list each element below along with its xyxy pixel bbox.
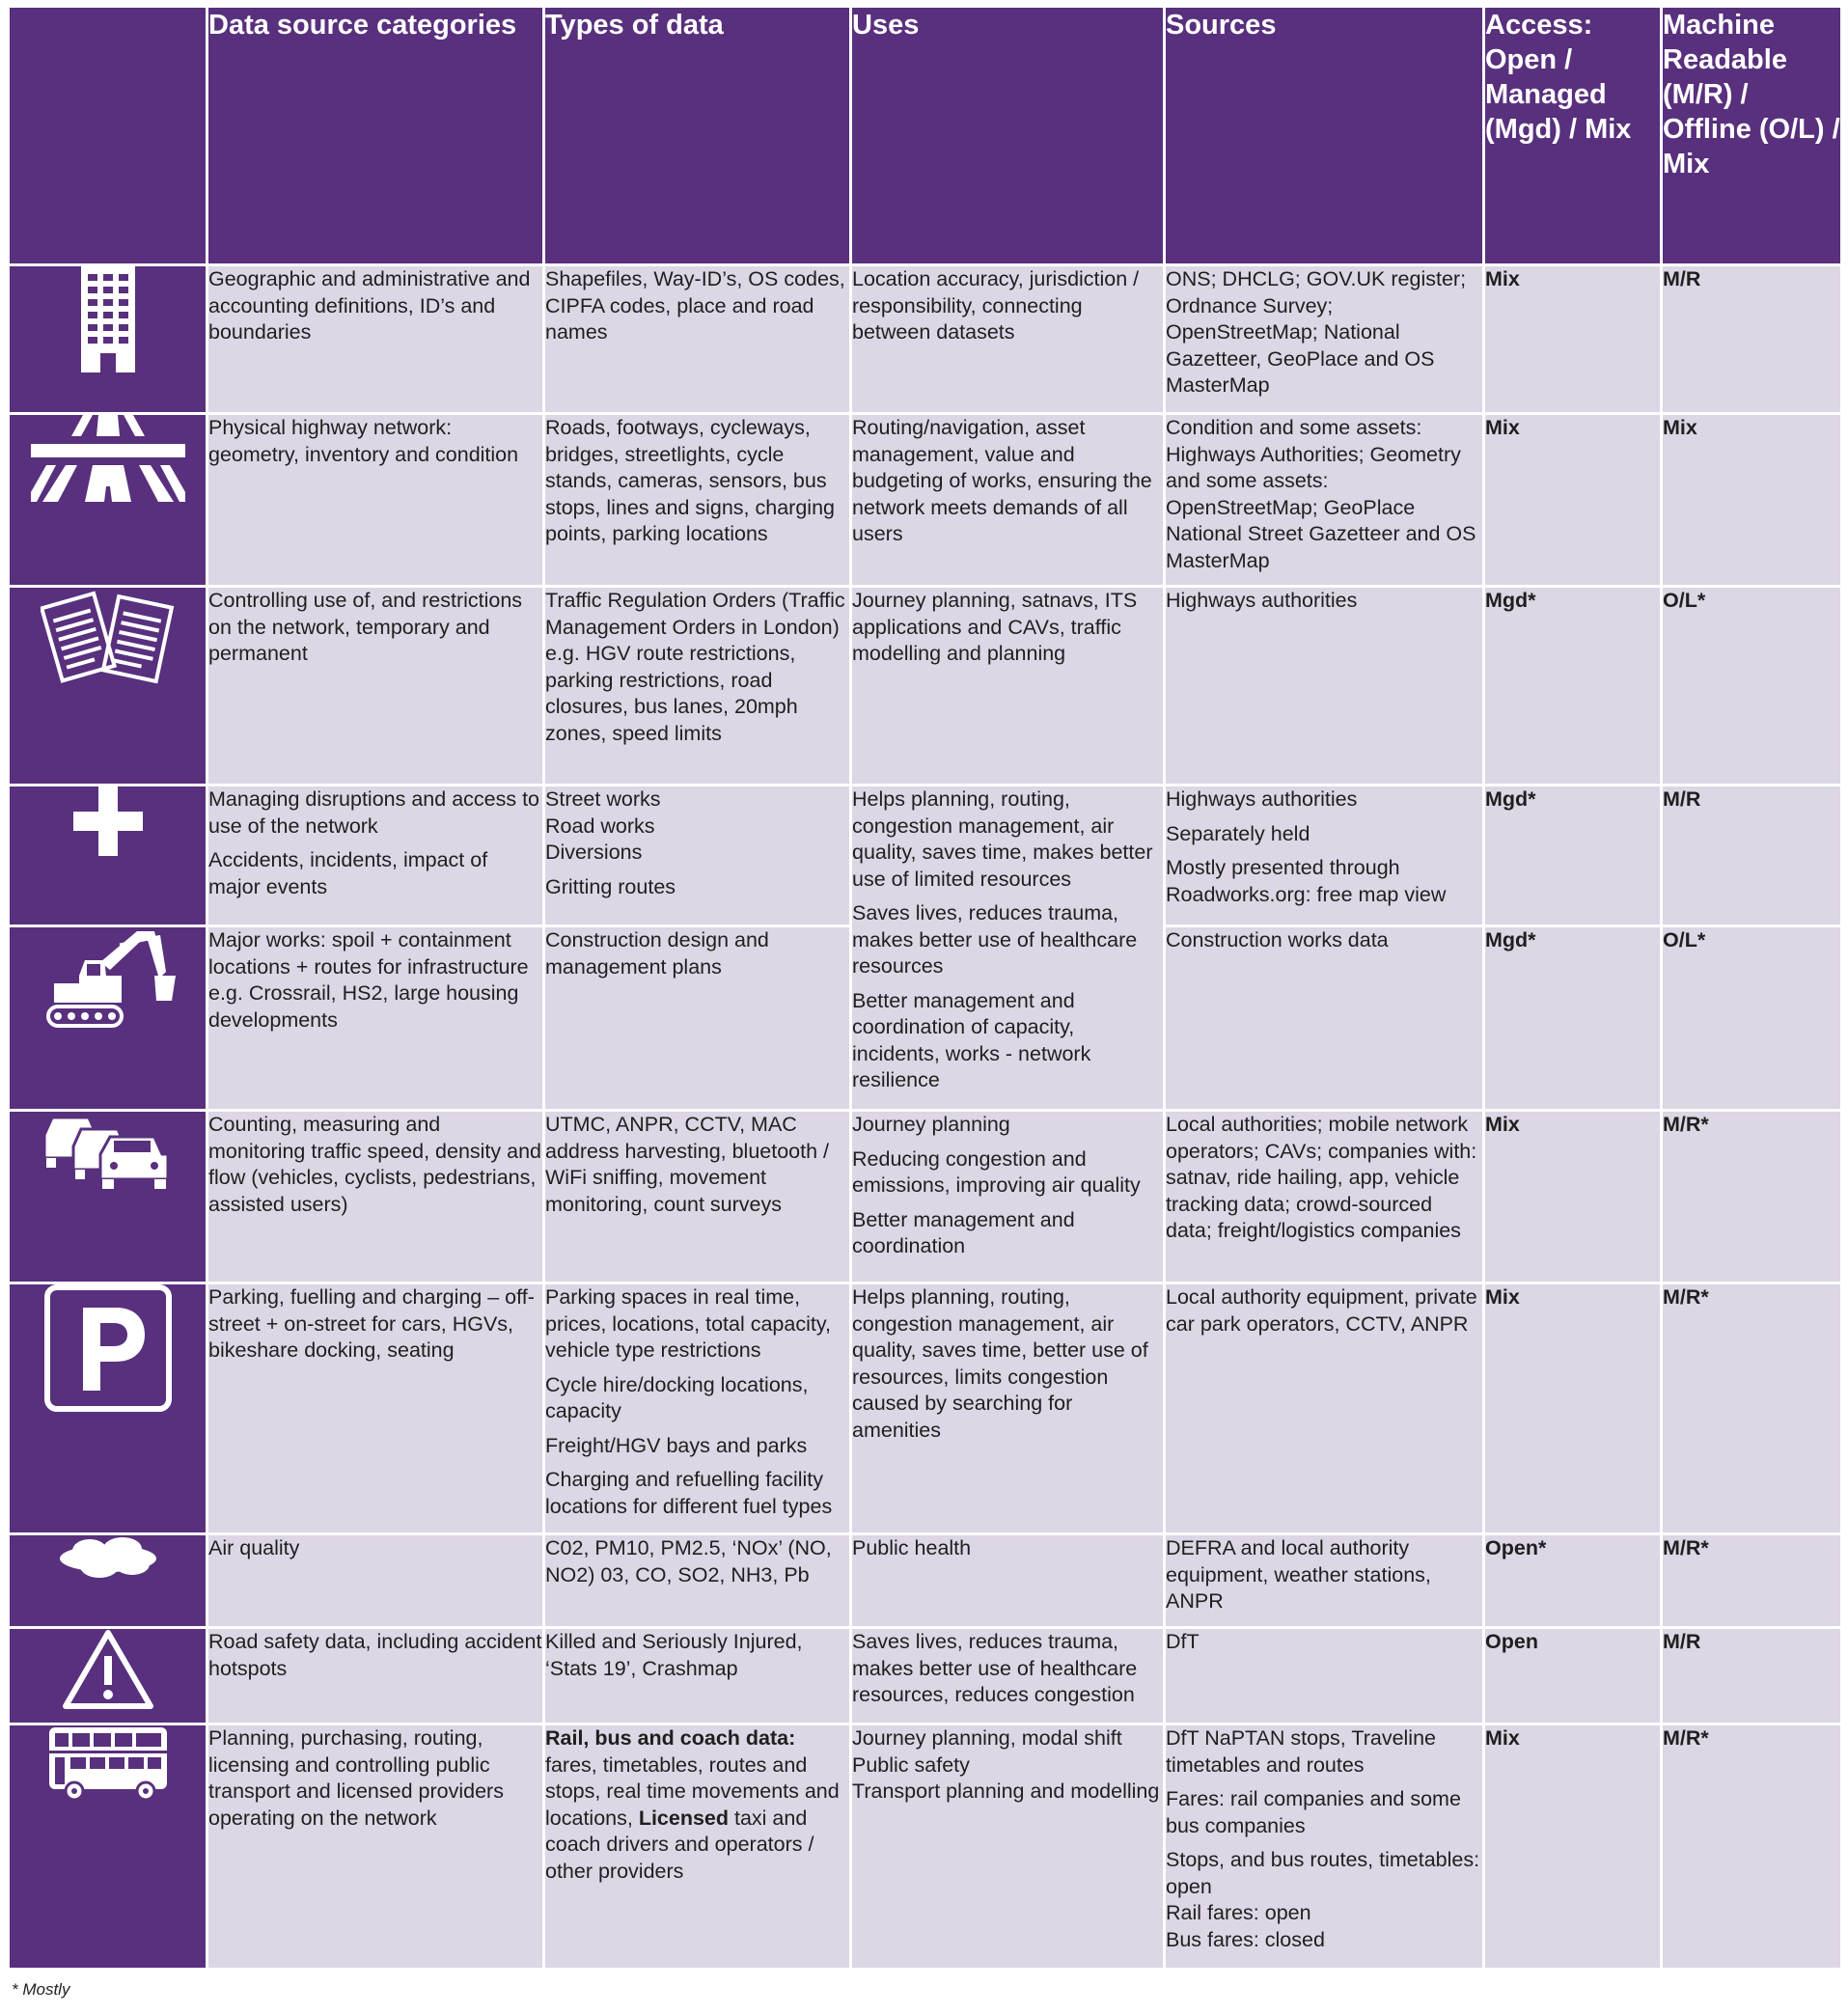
types-cell	[545, 415, 852, 588]
types-cell	[545, 927, 852, 1112]
cell-text: DfT	[1166, 1630, 1200, 1653]
cell-text: Physical highway network: geometry, inventory and condition	[208, 416, 519, 466]
cell-text: Accidents, incidents, impact of major events	[208, 848, 488, 898]
sources-cell	[1166, 927, 1485, 1112]
warning-icon	[10, 1629, 208, 1725]
header-access: Access: Open / Managed (Mgd) / Mix	[1485, 8, 1663, 266]
category-cell	[208, 588, 545, 786]
cell-text: fares, timetables, routes and stops, real time movements and locations,	[545, 1752, 840, 1830]
cell-text: Bus fares: closed	[1166, 1927, 1325, 1951]
machine-readable-cell: M/R	[1663, 786, 1840, 927]
types-cell	[545, 266, 852, 415]
cell-text: Better management and coordination	[852, 1207, 1075, 1257]
header-uses: Uses	[852, 8, 1166, 266]
cell-text: Reducing congestion and emissions, improving air quality	[852, 1146, 1141, 1197]
data-sources-table	[10, 8, 1840, 1971]
cell-text: Road works	[545, 814, 655, 838]
cell-text: Air quality	[208, 1536, 300, 1559]
plus-icon	[10, 786, 208, 927]
sources-cell	[1166, 1535, 1485, 1629]
access-cell: Mgd*	[1485, 927, 1663, 1112]
cell-text: Helps planning, routing, congestion management, air quality, saves time, better use of resources, limits congestion caused by searching for amenities	[852, 1285, 1148, 1442]
cell-text: Fares: rail companies and some bus companies	[1166, 1787, 1461, 1837]
category-cell	[208, 266, 545, 415]
category-cell	[208, 786, 545, 927]
access-cell: Mix	[1485, 266, 1663, 415]
cell-text: Stops, and bus routes, timetables: open	[1166, 1848, 1480, 1898]
cell-text: Diversions	[545, 841, 643, 864]
category-cell	[208, 1725, 545, 1971]
cell-text: Journey planning	[852, 1113, 1010, 1136]
types-cell	[545, 1629, 852, 1725]
cell-text: DfT NaPTAN stops, Traveline timetables and routes	[1166, 1726, 1436, 1777]
cell-text	[545, 1725, 849, 1885]
types-cell	[545, 786, 852, 927]
cell-text: Journey planning, satnavs, ITS applications and CAVs, traffic modelling and planning	[852, 589, 1138, 665]
cell-text: Killed and Seriously Injured, ‘Stats 19’, Crashmap	[545, 1630, 803, 1680]
machine-readable-cell: M/R*	[1663, 1725, 1840, 1971]
cell-text: C02, PM10, PM2.5, ‘NOx’ (NO, NO2) 03, CO, SO2, NH3, Pb	[545, 1536, 832, 1586]
table-row	[10, 588, 1840, 786]
table-row	[10, 1725, 1840, 1971]
cell-text: Planning, purchasing, routing, licensing and controlling public transport and licensed providers operating on the network	[208, 1726, 504, 1830]
table-row	[10, 415, 1840, 588]
cell-text: Geographic and administrative and accounting definitions, ID’s and boundaries	[208, 267, 531, 344]
access-cell: Mix	[1485, 415, 1663, 588]
access-cell: Mgd*	[1485, 786, 1663, 927]
uses-cell	[852, 1535, 1166, 1629]
header-machine-readable: Machine Readable (M/R) / Offline (O/L) / Mix	[1663, 8, 1840, 266]
sources-cell	[1166, 588, 1485, 786]
footnote: * Mostly	[12, 1980, 70, 1999]
cell-text: Cycle hire/docking locations, capacity	[545, 1372, 809, 1422]
cell-text: ONS; DHCLG; GOV.UK register; Ordnance Survey; OpenStreetMap; National Gazetteer, GeoPlace and OS MasterMap	[1166, 267, 1467, 397]
cell-text: Parking, fuelling and charging – off-street + on-street for cars, HGVs, bikeshare docking, seating	[208, 1285, 535, 1362]
cell-text: Highways authorities	[1166, 787, 1358, 811]
access-cell: Mix	[1485, 1112, 1663, 1284]
machine-readable-cell: M/R	[1663, 266, 1840, 415]
machine-readable-cell: M/R*	[1663, 1535, 1840, 1629]
cell-text: Saves lives, reduces trauma, makes better use of healthcare resources, reduces congestion	[852, 1630, 1138, 1706]
uses-cell	[852, 415, 1166, 588]
access-cell: Mix	[1485, 1725, 1663, 1971]
header-categories: Data source categories	[208, 8, 545, 266]
cell-text: taxi and coach drivers and operators / other providers	[545, 1806, 814, 1883]
uses-cell	[852, 1629, 1166, 1725]
cell-text: Routing/navigation, asset management, value and budgeting of works, ensuring the network meets demands of all users	[852, 416, 1152, 545]
table-row	[10, 1629, 1840, 1725]
uses-cell	[852, 1284, 1166, 1535]
cell-text: DEFRA and local authority equipment, weather stations, ANPR	[1166, 1536, 1431, 1613]
cell-text: Condition and some assets: Highways Authorities; Geometry and some assets: OpenStreetMap; GeoPlace National Street Gazetteer and OS MasterMap	[1166, 416, 1476, 572]
table-row	[10, 266, 1840, 415]
category-cell	[208, 927, 545, 1112]
machine-readable-cell: Mix	[1663, 415, 1840, 588]
sources-cell	[1166, 266, 1485, 415]
cell-text: Helps planning, routing, congestion management, air quality, saves time, makes better use of limited resources	[852, 787, 1153, 891]
category-cell	[208, 415, 545, 588]
parking-icon	[10, 1284, 208, 1535]
sources-cell	[1166, 1284, 1485, 1535]
cell-text: Freight/HGV bays and parks	[545, 1433, 808, 1457]
types-cell	[545, 1535, 852, 1629]
table-row	[10, 1535, 1840, 1629]
uses-cell	[852, 1725, 1166, 1971]
sources-cell	[1166, 1629, 1485, 1725]
sources-cell	[1166, 1725, 1485, 1971]
machine-readable-cell: M/R*	[1663, 1112, 1840, 1284]
access-cell: Open*	[1485, 1535, 1663, 1629]
category-cell	[208, 1535, 545, 1629]
machine-readable-cell: O/L*	[1663, 927, 1840, 1112]
cell-text: Gritting routes	[545, 874, 676, 898]
cell-text: Construction design and management plans	[545, 928, 769, 979]
category-cell	[208, 1629, 545, 1725]
cell-text: Major works: spoil + containment locations + routes for infrastructure e.g. Crossrail, HS2, large housing developments	[208, 928, 529, 1032]
documents-icon	[10, 588, 208, 786]
machine-readable-cell: M/R	[1663, 1629, 1840, 1725]
cell-text: UTMC, ANPR, CCTV, MAC address harvesting, bluetooth / WiFi sniffing, movement monitoring, count surveys	[545, 1113, 830, 1216]
cell-text: Controlling use of, and restrictions on the network, temporary and permanent	[208, 589, 523, 665]
cell-text: Highways authorities	[1166, 589, 1358, 612]
cell-text: Shapefiles, Way-ID’s, OS codes, CIPFA codes, place and road names	[545, 267, 845, 344]
cell-text: Street works	[545, 787, 661, 811]
table-row	[10, 786, 1840, 927]
cell-text: Road safety data, including accident hotspots	[208, 1630, 542, 1680]
cell-text: Roads, footways, cycleways, bridges, streetlights, cycle stands, cameras, sensors, bus stops, lines and signs, charging points, parking locations	[545, 416, 835, 545]
types-cell	[545, 588, 852, 786]
types-cell	[545, 1725, 852, 1971]
category-cell	[208, 1284, 545, 1535]
access-cell: Open	[1485, 1629, 1663, 1725]
cell-text: Journey planning, modal shift	[852, 1726, 1122, 1750]
cell-text: Better management and coordination of capacity, incidents, works - network resilience	[852, 988, 1091, 1091]
cell-text: Mostly presented through Roadworks.org: free map view	[1166, 856, 1447, 906]
cell-text: Saves lives, reduces trauma, makes better use of healthcare resources	[852, 901, 1138, 978]
access-cell: Mix	[1485, 1284, 1663, 1535]
bus-icon	[10, 1725, 208, 1971]
cell-text: Public safety	[852, 1752, 970, 1777]
cell-text: Location accuracy, jurisdiction / responsibility, connecting between datasets	[852, 267, 1140, 344]
cell-text: Counting, measuring and monitoring traffic speed, density and flow (vehicles, cyclists, pedestrians, assisted users)	[208, 1113, 541, 1216]
table-row	[10, 1284, 1840, 1535]
traffic-cars-icon	[10, 1112, 208, 1284]
sources-cell	[1166, 415, 1485, 588]
access-cell: Mgd*	[1485, 588, 1663, 786]
sources-cell	[1166, 1112, 1485, 1284]
cell-text: Public health	[852, 1536, 972, 1559]
types-cell	[545, 1284, 852, 1535]
cell-text: Rail fares: open	[1166, 1901, 1311, 1924]
cell-text: Local authority equipment, private car park operators, CCTV, ANPR	[1166, 1285, 1477, 1336]
cell-text: Traffic Regulation Orders (Traffic Management Orders in London) e.g. HGV route restrictions, parking restrictions, road closures, bus lanes, 20mph zones, speed limits	[545, 589, 845, 745]
header-row	[10, 8, 1840, 266]
cell-text: Managing disruptions and access to use of the network	[208, 787, 540, 838]
building-icon	[10, 266, 208, 415]
cell-text: Local authorities; mobile network operators; CAVs; companies with: satnav, ride hailing, app, vehicle tracking data; crowd-sourced data; freight/logistics companies	[1166, 1113, 1477, 1242]
uses-cell	[852, 1112, 1166, 1284]
cell-text: Parking spaces in real time, prices, locations, total capacity, vehicle type restrictions	[545, 1285, 831, 1362]
bold-text: Rail, bus and coach data:	[545, 1726, 796, 1750]
table-row	[10, 1112, 1840, 1284]
cell-text: Charging and refuelling facility locations for different fuel types	[545, 1468, 833, 1518]
cloud-icon	[10, 1535, 208, 1629]
cell-text: Construction works data	[1166, 928, 1389, 952]
machine-readable-cell: M/R*	[1663, 1284, 1840, 1535]
header-types: Types of data	[545, 8, 852, 266]
bold-text: Licensed	[638, 1806, 730, 1830]
cell-text: Separately held	[1166, 821, 1310, 845]
sources-cell	[1166, 786, 1485, 927]
excavator-icon	[10, 927, 208, 1112]
uses-cell	[852, 786, 1166, 1112]
types-cell	[545, 1112, 852, 1284]
category-cell	[208, 1112, 545, 1284]
icon-column-header	[10, 8, 208, 266]
cell-text: Transport planning and modelling	[852, 1779, 1160, 1803]
uses-cell	[852, 266, 1166, 415]
machine-readable-cell: O/L*	[1663, 588, 1840, 786]
header-sources: Sources	[1166, 8, 1485, 266]
uses-cell	[852, 588, 1166, 786]
motorway-icon	[10, 415, 208, 588]
